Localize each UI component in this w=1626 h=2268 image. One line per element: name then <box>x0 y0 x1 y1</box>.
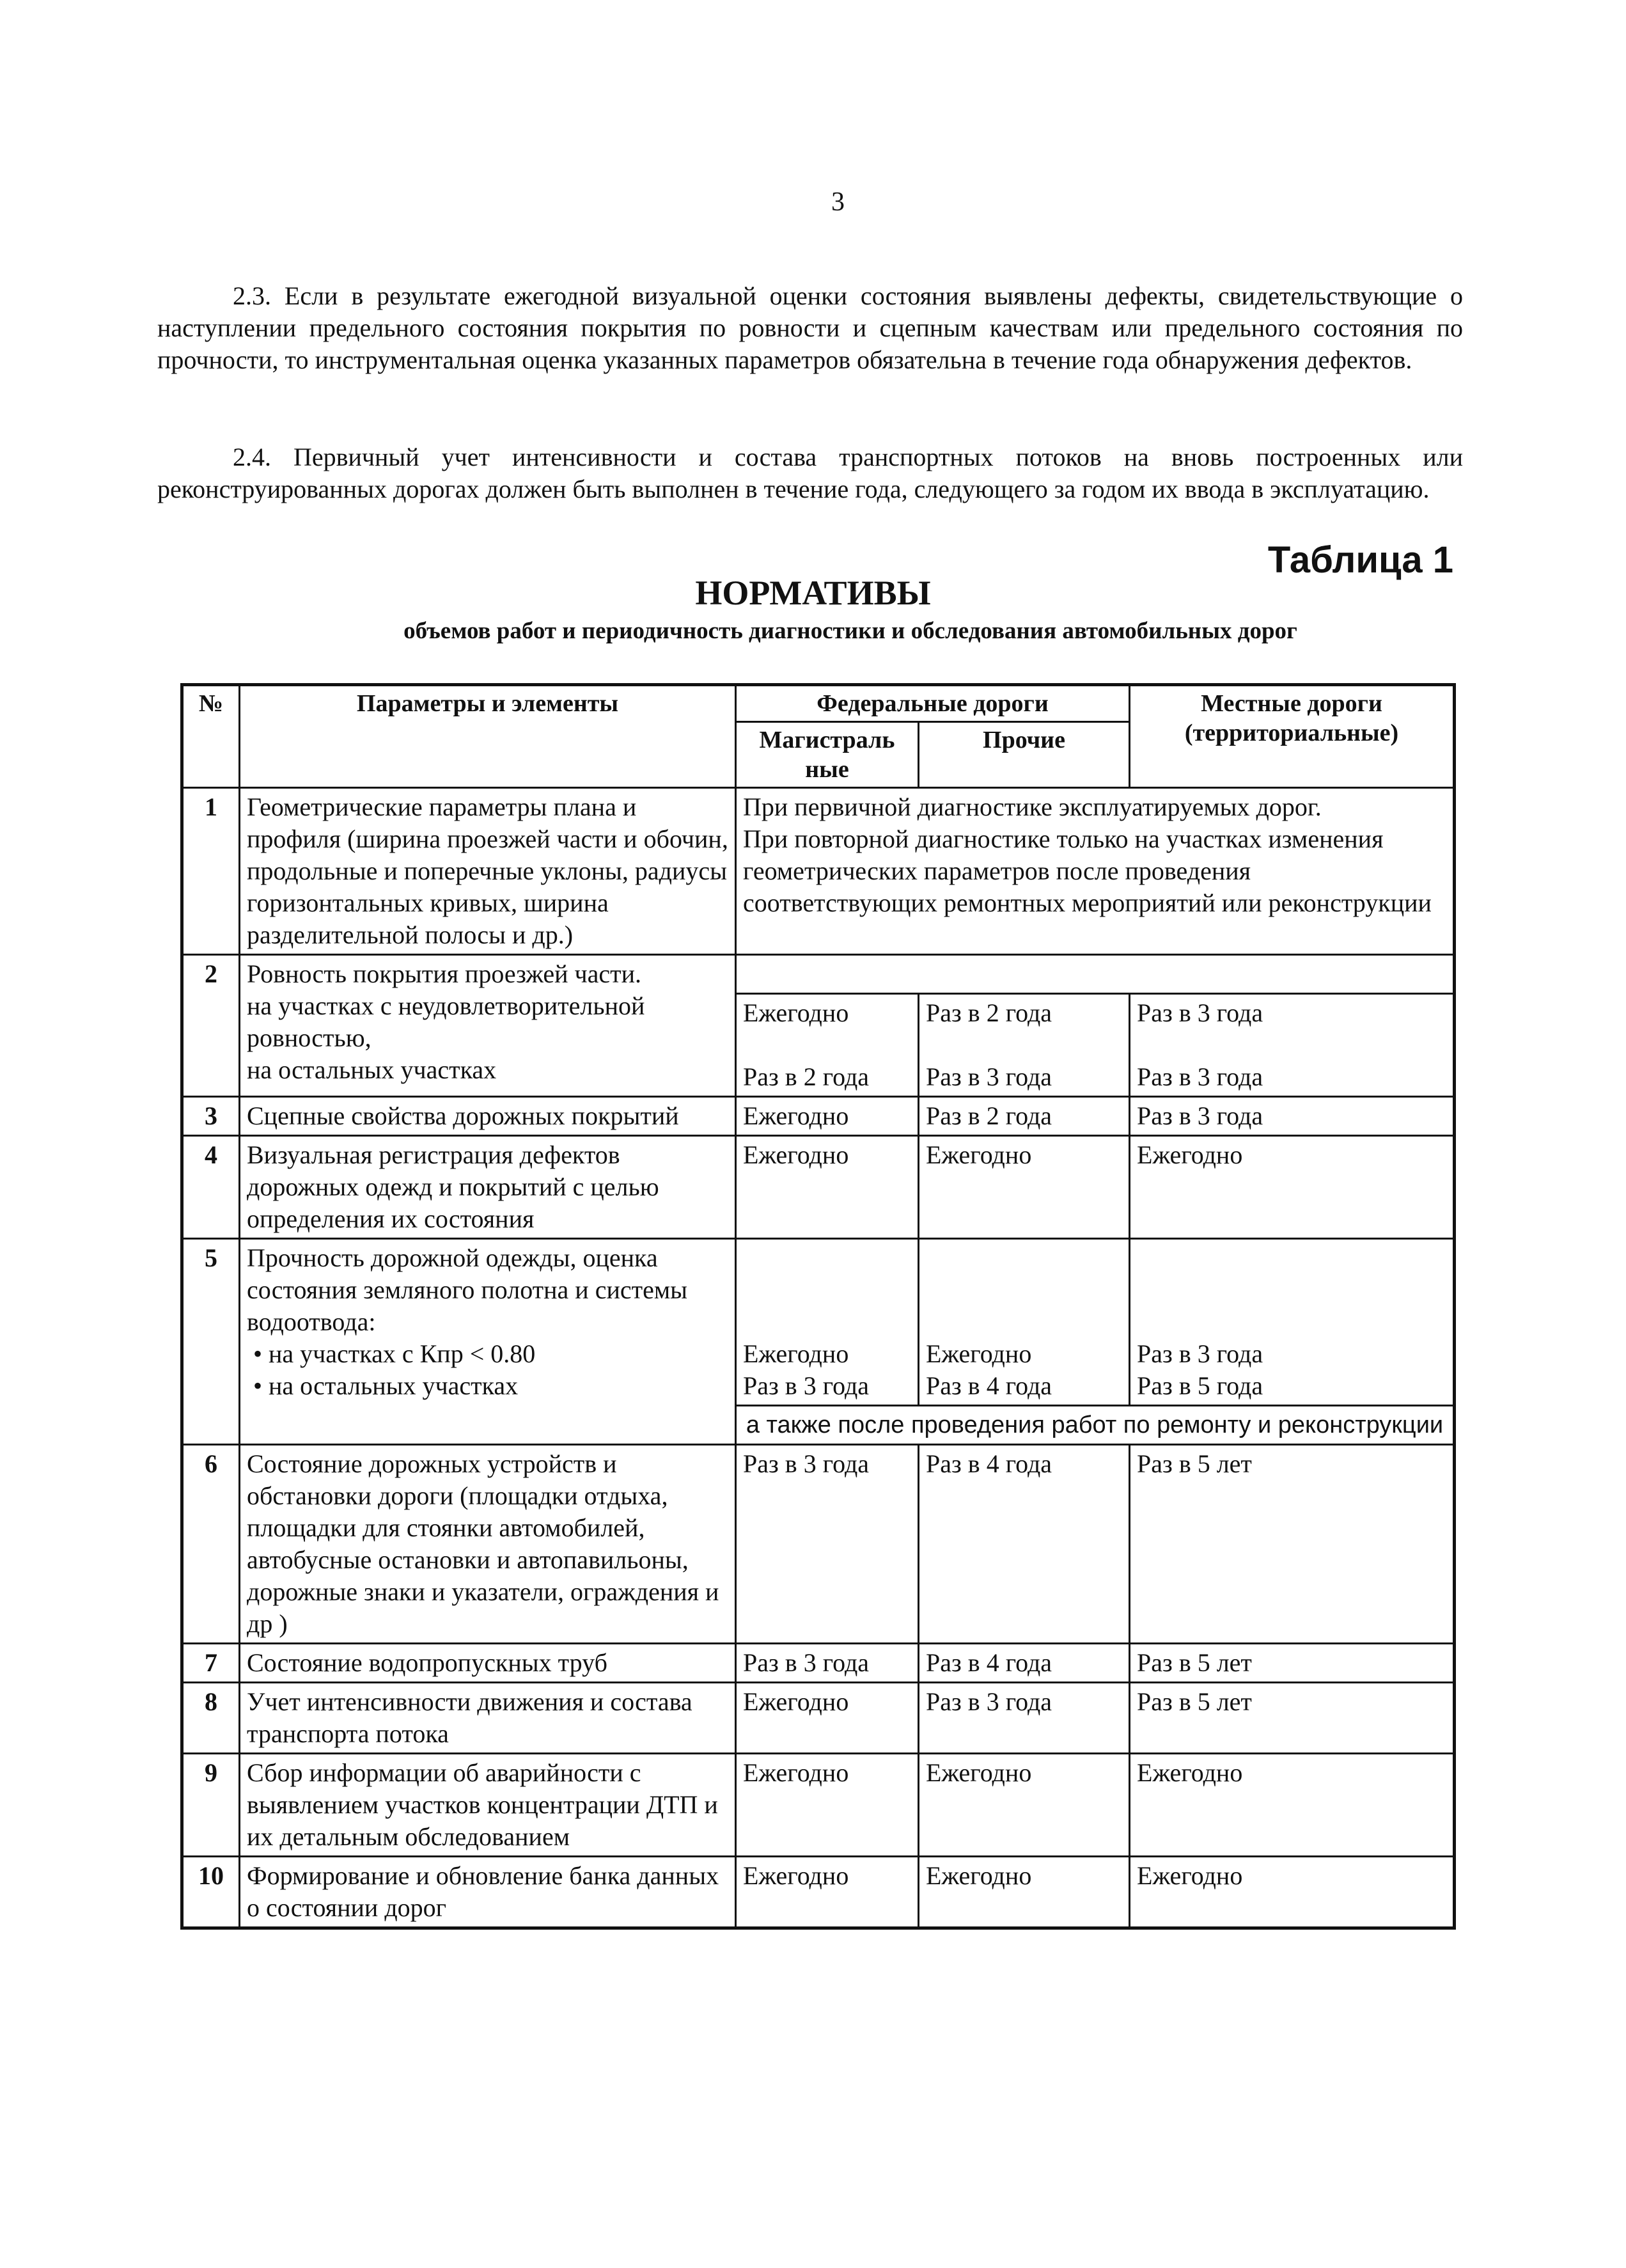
row-number: 8 <box>182 1683 240 1754</box>
param-line: на остальных участках <box>247 1055 497 1084</box>
value: Раз в 2 года <box>743 1062 870 1091</box>
row-number: 2 <box>182 955 240 1097</box>
header-local: Местные дороги (территориальные) <box>1130 685 1455 788</box>
table-subtitle: объемов работ и периодичность диагностики и обследования автомобильных дорог <box>403 618 1297 644</box>
header-other: Прочие <box>919 722 1130 788</box>
param-line: • на участках с Кпр < 0.80 <box>253 1339 536 1368</box>
trunk-cell <box>736 994 919 1097</box>
row-number: 9 <box>182 1754 240 1857</box>
table-row-3 <box>182 1097 1455 1136</box>
table-row-5 <box>182 1239 1455 1406</box>
trunk-cell: Ежегодно <box>736 1857 919 1928</box>
other-cell: Ежегодно <box>919 1754 1130 1857</box>
row-number: 4 <box>182 1136 240 1239</box>
row-param: Формирование и обновление банка данных о состоянии дорог <box>240 1857 736 1928</box>
table-row-4 <box>182 1136 1455 1239</box>
row-empty-cell <box>736 955 1455 994</box>
value: Раз в 4 года <box>926 1371 1052 1400</box>
table-header-row <box>182 685 1455 722</box>
header-num: № <box>182 685 240 788</box>
other-cell: Раз в 3 года <box>919 1683 1130 1754</box>
value: Раз в 3 года <box>1137 1062 1263 1091</box>
value: Раз в 2 года <box>926 998 1052 1027</box>
local-cell: Раз в 3 года <box>1130 1097 1455 1136</box>
page-number: 3 <box>831 187 845 217</box>
table-label: Таблица 1 <box>1267 539 1453 581</box>
param-line: на участках с неудовлетворительной ровностью, <box>247 991 645 1052</box>
other-cell <box>919 994 1130 1097</box>
row-number: 3 <box>182 1097 240 1136</box>
trunk-cell: Ежегодно <box>736 1136 919 1239</box>
value: Ежегодно <box>926 1339 1032 1368</box>
table-title: НОРМАТИВЫ <box>695 574 931 612</box>
row-span-cell <box>736 788 1455 955</box>
row-param: Визуальная регистрация дефектов дорожных одежд и покрытий с целью определения их состояния <box>240 1136 736 1239</box>
value: Ежегодно <box>743 998 849 1027</box>
other-cell: Раз в 2 года <box>919 1097 1130 1136</box>
value: Раз в 3 года <box>743 1371 870 1400</box>
row-param: Состояние водопропускных труб <box>240 1644 736 1683</box>
table-row-1 <box>182 788 1455 955</box>
header-federal: Федеральные дороги <box>736 685 1130 722</box>
other-cell: Ежегодно <box>919 1857 1130 1928</box>
row-param: Сбор информации об аварийности с выявлением участков концентрации ДТП и их детальным обследованием <box>240 1754 736 1857</box>
span-text-primary: При первичной диагностике эксплуатируемых дорог. <box>743 792 1322 821</box>
param-line: Прочность дорожной одежды, оценка состояния земляного полотна и системы водоотвода: <box>247 1243 688 1336</box>
trunk-cell: Ежегодно <box>736 1097 919 1136</box>
row-number: 10 <box>182 1857 240 1928</box>
local-cell: Раз в 5 лет <box>1130 1445 1455 1644</box>
other-cell: Раз в 4 года <box>919 1445 1130 1644</box>
row-number: 7 <box>182 1644 240 1683</box>
row-number: 6 <box>182 1445 240 1644</box>
row-param <box>240 955 736 1097</box>
row-param: Состояние дорожных устройств и обстановки дороги (площадки отдыха, площадки для стоянки автомобилей, автобусные остановки и автопавильоны, дорожные знаки и указатели, ограждения и др ) <box>240 1445 736 1644</box>
table-row-8 <box>182 1683 1455 1754</box>
table-row-7 <box>182 1644 1455 1683</box>
local-cell: Ежегодно <box>1130 1754 1455 1857</box>
header-trunk: Магистраль ные <box>736 722 919 788</box>
row-param <box>240 1239 736 1445</box>
row-note: а также после проведения работ по ремонту и реконструкции <box>736 1406 1455 1445</box>
trunk-cell: Ежегодно <box>736 1754 919 1857</box>
paragraph-2-4: 2.4. Первичный учет интенсивности и состава транспортных потоков на вновь построенных или реконструированных дорогах должен быть выполнен в течение года, следующего за годом их ввода в эксплуатацию. <box>157 443 1463 503</box>
paragraph-2-3: 2.3. Если в результате ежегодной визуальной оценки состояния выявлены дефекты, свидетельствующие о наступлении предельного состояния покрытия по ровности и сцепным качествам или предельного состояния по прочности, то инструментальная оценка указанных параметров обязательна в течение года обнаружения дефектов. <box>157 281 1463 374</box>
table-row-10 <box>182 1857 1455 1928</box>
local-cell <box>1130 994 1455 1097</box>
value: Раз в 3 года <box>1137 1339 1263 1368</box>
other-cell: Раз в 4 года <box>919 1644 1130 1683</box>
local-cell: Ежегодно <box>1130 1857 1455 1928</box>
norms-table <box>180 683 1456 1930</box>
span-text-repeat: При повторной диагностике только на участках изменения геометрических параметров после проведения соответствующих ремонтных мероприятий или реконструкции <box>743 824 1432 917</box>
table-row-2 <box>182 955 1455 994</box>
row-param: Геометрические параметры плана и профиля (ширина проезжей части и обочин, продольные и поперечные уклоны, радиусы горизонтальных кривых, ширина разделительной полосы и др.) <box>240 788 736 955</box>
param-line: • на остальных участках <box>253 1371 519 1400</box>
header-params: Параметры и элементы <box>240 685 736 788</box>
table-row-6 <box>182 1445 1455 1644</box>
local-cell: Раз в 5 лет <box>1130 1644 1455 1683</box>
row-param: Учет интенсивности движения и состава транспорта потока <box>240 1683 736 1754</box>
local-cell: Раз в 5 лет <box>1130 1683 1455 1754</box>
value: Раз в 5 года <box>1137 1371 1263 1400</box>
other-cell: Ежегодно <box>919 1136 1130 1239</box>
value: Раз в 3 года <box>926 1062 1052 1091</box>
trunk-cell <box>736 1239 919 1406</box>
value: Раз в 3 года <box>1137 998 1263 1027</box>
local-cell: Ежегодно <box>1130 1136 1455 1239</box>
row-number: 1 <box>182 788 240 955</box>
value: Ежегодно <box>743 1339 849 1368</box>
row-param: Сцепные свойства дорожных покрытий <box>240 1097 736 1136</box>
table-row-9 <box>182 1754 1455 1857</box>
trunk-cell: Раз в 3 года <box>736 1445 919 1644</box>
local-cell <box>1130 1239 1455 1406</box>
trunk-cell: Ежегодно <box>736 1683 919 1754</box>
other-cell <box>919 1239 1130 1406</box>
param-line: Ровность покрытия проезжей части. <box>247 959 642 988</box>
row-number: 5 <box>182 1239 240 1445</box>
trunk-cell: Раз в 3 года <box>736 1644 919 1683</box>
